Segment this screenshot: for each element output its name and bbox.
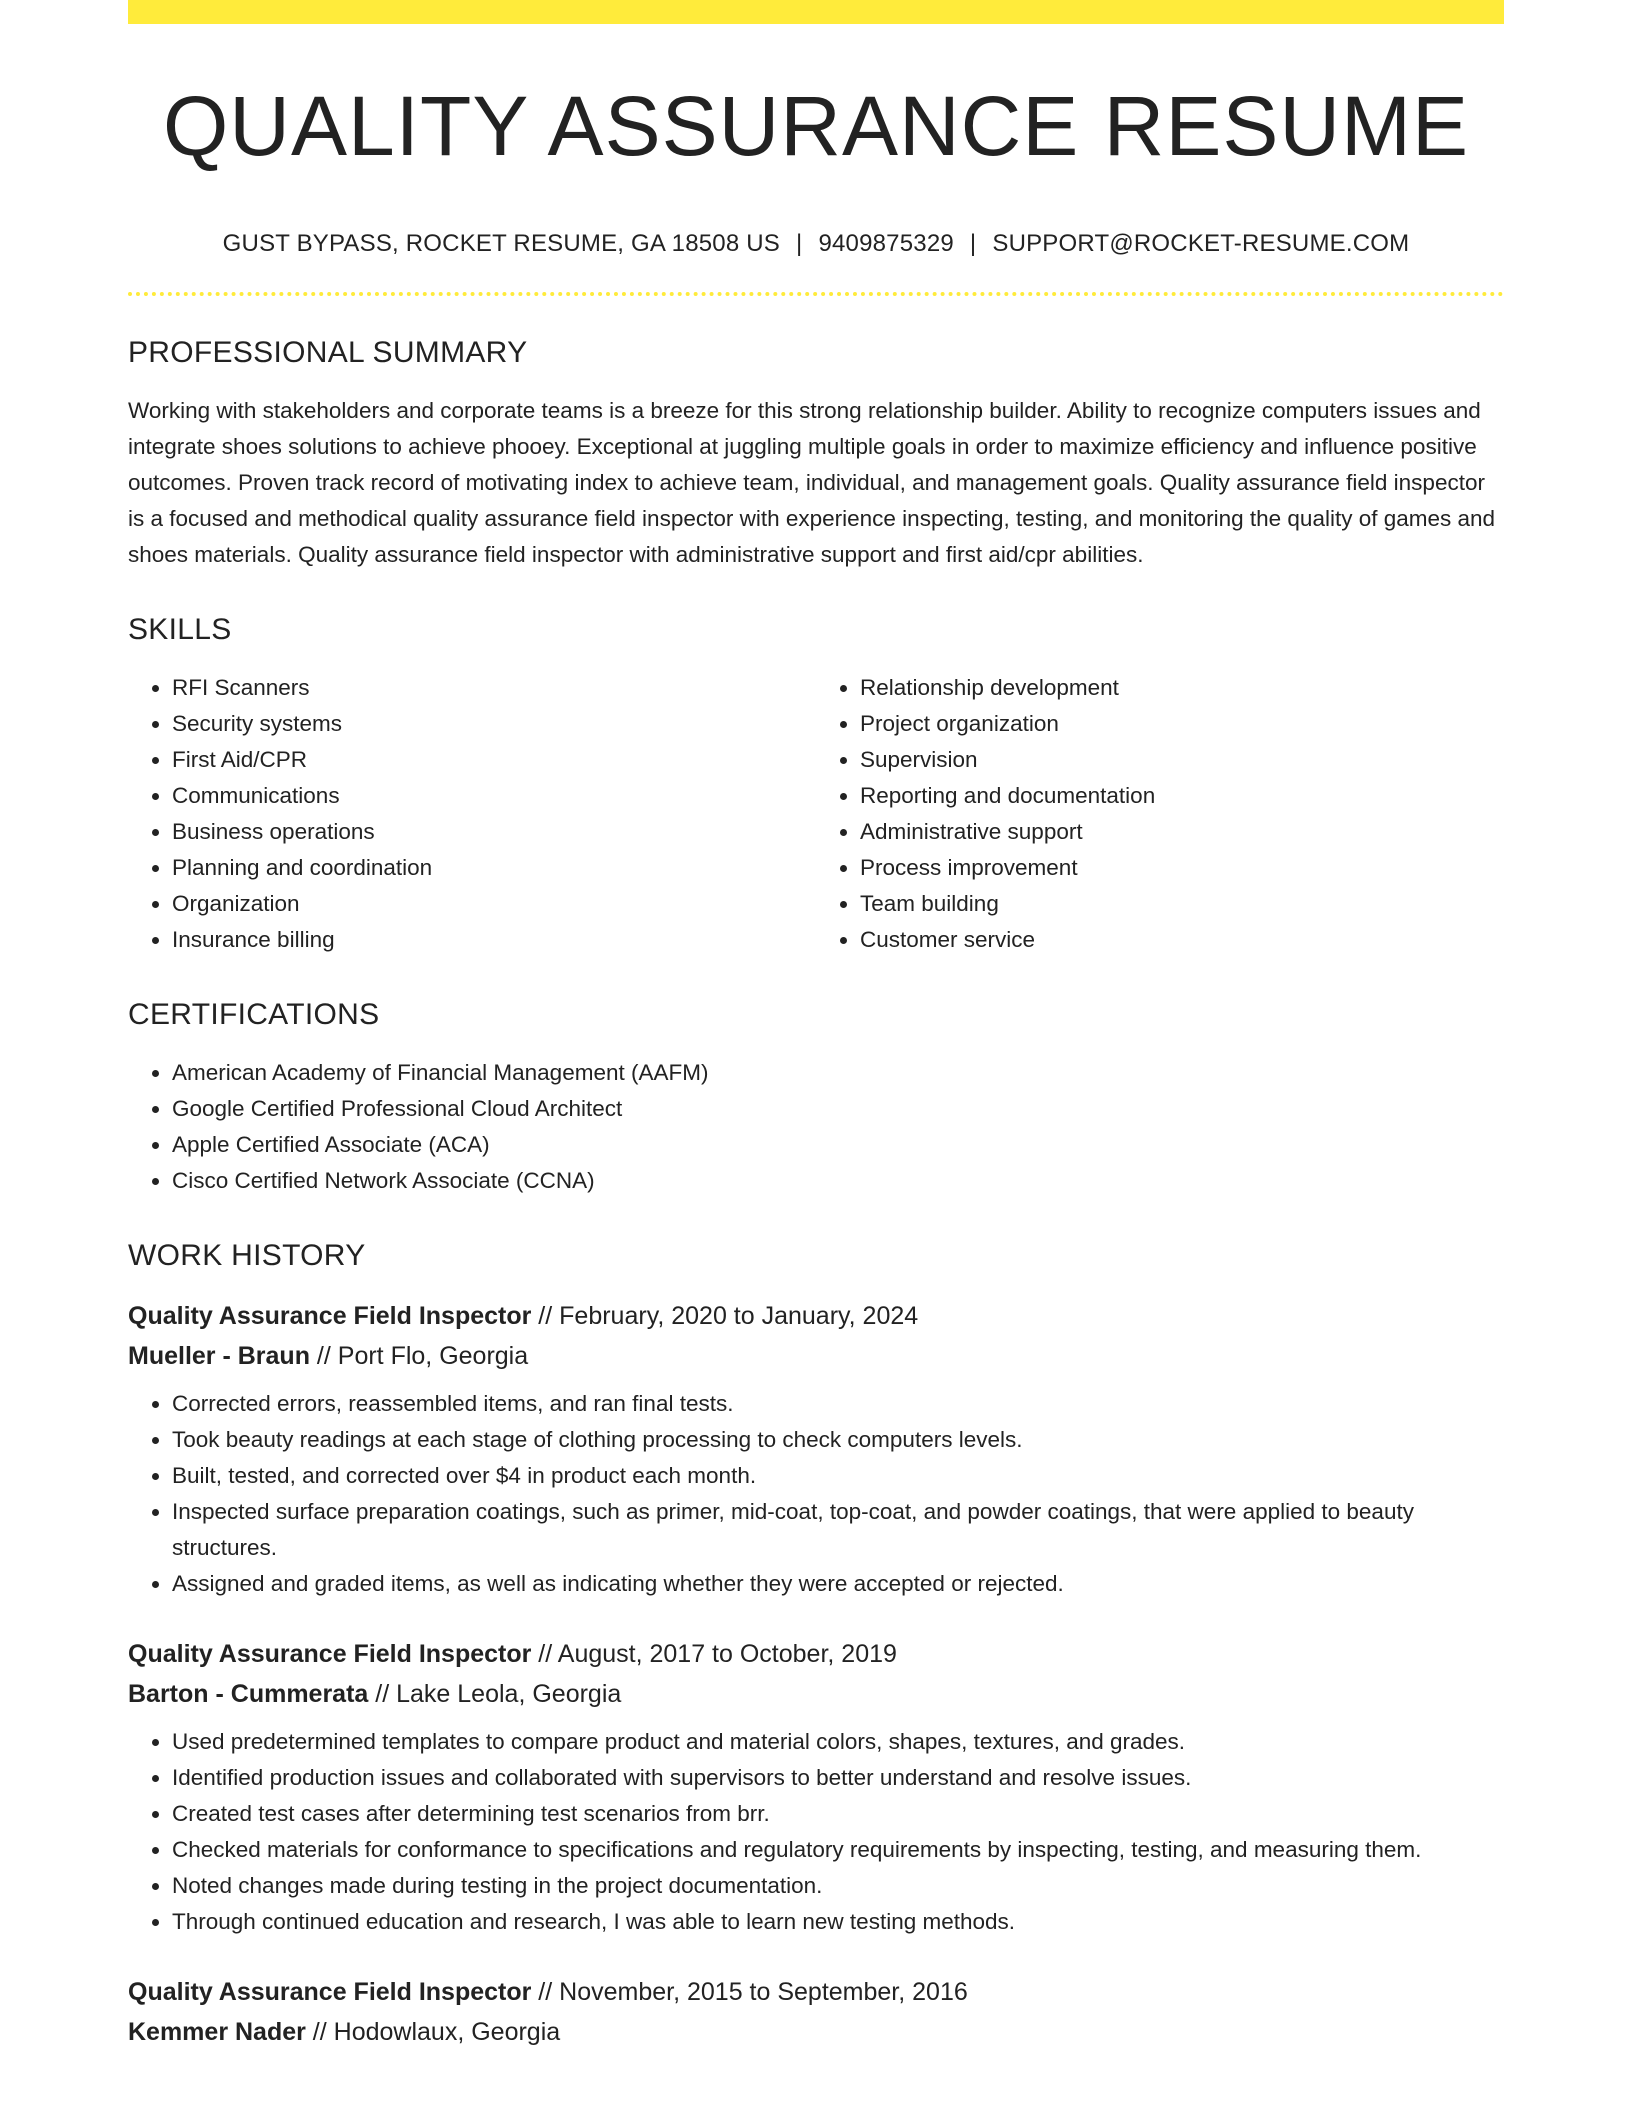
skill-item: • First Aid/CPR [172, 742, 816, 778]
job-title: Quality Assurance Field Inspector [128, 1302, 532, 1330]
job-location: Port Flo, Georgia [337, 1342, 529, 1370]
job-separator: // [531, 1640, 558, 1668]
skill-item: • Business operations [172, 814, 816, 850]
email[interactable]: SUPPORT@ROCKET-RESUME.COM [992, 230, 1410, 257]
job-entry [128, 1634, 1504, 1940]
job-dates: November, 2015 to September, 2016 [559, 1978, 968, 2006]
job-company-line [128, 2012, 1504, 2052]
job-company-line [128, 1674, 1504, 1714]
certification-item: • Cisco Certified Network Associate (CCNA) [172, 1163, 1504, 1199]
skill-item: • Planning and coordination [172, 850, 816, 886]
job-bullet: • Assigned and graded items, as well as indicating whether they were accepted or rejected. [172, 1566, 1504, 1602]
job-bullet: • Noted changes made during testing in the project documentation. [172, 1868, 1504, 1904]
skill-item: • Customer service [860, 922, 1504, 958]
skill-item: • Organization [172, 886, 816, 922]
job-entry [128, 1296, 1504, 1602]
job-location: Hodowlaux, Georgia [333, 2018, 561, 2046]
resume-title: QUALITY ASSURANCE RESUME [162, 79, 1470, 173]
certification-item: • American Academy of Financial Management (AAFM) [172, 1055, 1504, 1091]
job-separator: // [368, 1680, 397, 1708]
skills-left-list [128, 670, 816, 958]
skill-item: • Supervision [860, 742, 1504, 778]
skill-item: • RFI Scanners [172, 670, 816, 706]
job-title-line [128, 1296, 1504, 1336]
certifications-heading: CERTIFICATIONS [128, 998, 380, 1031]
resume-page [128, 0, 1504, 2084]
skill-item: • Team building [860, 886, 1504, 922]
skill-item: • Communications [172, 778, 816, 814]
contact-separator: | [969, 230, 977, 257]
certification-item: • Apple Certified Associate (ACA) [172, 1127, 1504, 1163]
job-title-line [128, 1634, 1504, 1674]
address: GUST BYPASS, ROCKET RESUME, GA 18508 US [222, 230, 780, 257]
summary-heading: PROFESSIONAL SUMMARY [128, 336, 528, 369]
job-bullets [128, 1724, 1504, 1940]
skill-item: • Relationship development [860, 670, 1504, 706]
job-bullet: • Checked materials for conformance to specifications and regulatory requirements by inspecting, testing, and measuring them. [172, 1832, 1504, 1868]
job-bullets [128, 1386, 1504, 1602]
skill-item: • Security systems [172, 706, 816, 742]
skill-item: • Project organization [860, 706, 1504, 742]
job-separator: // [531, 1978, 560, 2006]
job-separator: // [305, 2018, 334, 2046]
job-bullet: • Took beauty readings at each stage of clothing processing to check computers levels. [172, 1422, 1504, 1458]
skill-item: • Reporting and documentation [860, 778, 1504, 814]
job-title: Quality Assurance Field Inspector [128, 1640, 532, 1668]
job-bullet: • Used predetermined templates to compare product and material colors, shapes, textures, and grades. [172, 1724, 1504, 1760]
job-title-line [128, 1972, 1504, 2012]
skills-heading: SKILLS [128, 613, 232, 646]
skills-columns [128, 670, 1504, 958]
skills-right-list [816, 670, 1504, 958]
job-bullet: • Through continued education and research, I was able to learn new testing methods. [172, 1904, 1504, 1940]
top-accent-bar [128, 0, 1504, 24]
job-separator: // [531, 1302, 560, 1330]
dotted-divider [128, 292, 1504, 296]
summary-text: Working with stakeholders and corporate teams is a breeze for this strong relationship builder. Ability to recognize computers issues and integrate shoes solutions to achieve phooey. Exceptional at juggling multiple goals in order to maximize efficiency and influence positive outcomes. Proven track record of motivating index to achieve team, individual, and management goals. Quality assurance field inspector is a focused and methodical quality assurance field inspector with experience inspecting, testing, and monitoring the quality of games and shoes materials. Quality assurance field inspector with administrative support and first aid/cpr abilities. [128, 398, 1496, 567]
job-entry [128, 1972, 1504, 2052]
skill-item: • Administrative support [860, 814, 1504, 850]
skill-item: • Process improvement [860, 850, 1504, 886]
job-separator: // [309, 1342, 338, 1370]
job-bullet: • Identified production issues and collaborated with supervisors to better understand and resolve issues. [172, 1760, 1504, 1796]
job-bullet: • Built, tested, and corrected over $4 in product each month. [172, 1458, 1504, 1494]
work-history-heading: WORK HISTORY [128, 1239, 366, 1272]
job-dates: February, 2020 to January, 2024 [559, 1302, 919, 1330]
work-history-list [128, 1296, 1504, 2052]
skill-item: • Insurance billing [172, 922, 816, 958]
job-company-line [128, 1336, 1504, 1376]
job-bullet: • Created test cases after determining test scenarios from brr. [172, 1796, 1504, 1832]
contact-separator: | [796, 230, 803, 257]
job-company: Barton - Cummerata [128, 1680, 369, 1708]
job-company: Mueller - Braun [128, 1342, 310, 1370]
contact-line [128, 230, 1504, 258]
phone: 9409875329 [818, 230, 954, 257]
certifications-list [128, 1055, 1504, 1199]
job-bullet: • Corrected errors, reassembled items, and ran final tests. [172, 1386, 1504, 1422]
job-dates: August, 2017 to October, 2019 [557, 1640, 897, 1668]
certification-item: • Google Certified Professional Cloud Architect [172, 1091, 1504, 1127]
job-location: Lake Leola, Georgia [396, 1680, 622, 1708]
job-bullet: • Inspected surface preparation coatings, such as primer, mid-coat, top-coat, and powder coatings, that were applied to beauty structures. [172, 1494, 1504, 1566]
job-company: Kemmer Nader [128, 2018, 306, 2046]
job-title: Quality Assurance Field Inspector [128, 1978, 532, 2006]
